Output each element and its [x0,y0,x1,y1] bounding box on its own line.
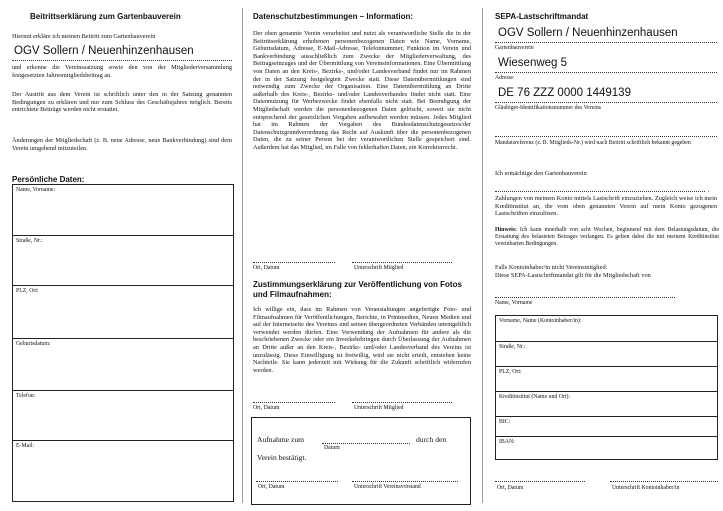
street-field-label: Straße, Nr.: [16,238,43,244]
sepa-column [492,0,719,511]
sepa-street-label: Adresse [495,75,514,81]
photo-consent-body: Ich willige ein, dass im Rahmen von Veranstaltungen angefertigte Foto- und Filmaufnahmen für Veröffentlichungen, Berichte, in Printmedien, Neuen Medien und auf der Internetseite des Vereines und seinen übergeordneten Verbänden unentgeltlich verwendet werden dürfen. Eine Verwendung der Aufnahmen für andere als die beschriebenen Zwecke oder ein Inverkehrbringen durch Überlassung der Aufnahmen an Dritte außer an den Kreis-, Bezirks- und/oder Landesverband des Vereins ist unzulässig. Diese Einwilligung ist freiwillig, wird sie nicht erteilt, entstehen keine Nachteile. Sie kann jederzeit mit Wirkung für die Zukunft schriftlich widerrufen werden. [253,306,471,374]
confirmation-date-label: Datum [324,445,340,451]
bank-name-label: Kreditinstitut (Name und Ort): [499,394,570,400]
membership-intro: Hiermit erkläre ich meinen Beitritt zum Gartenbauverein [12,33,156,40]
photo-sig-line-right [352,402,452,403]
confirmation-line2: Verein bestätigt. [257,453,307,462]
confirmation-sig-line-left [256,481,338,482]
membership-column [4,0,234,511]
phone-field[interactable] [13,390,233,440]
privacy-title: Datenschutzbestimmungen – Information: [253,12,414,21]
confirmation-prefix: Aufnahme zum [257,435,305,444]
membership-para-2: Der Austritt aus dem Verein ist schriftlich unter den in der Satzung genannten Bedingungen zu erklären und nur zum Schluss des Geschäftsjahres möglich. Bereits entrichtete Beiträge werden nicht erstattet. [12,91,232,114]
authorize-comma: , [708,186,710,193]
hint-text [495,227,719,248]
mandate-ref-label: Mandatsreferenz (z. B. Mitglieds-Nr.) wird nach Beitritt schriftlich bekannt gegeben [495,140,691,146]
personal-data-heading: Persönliche Daten: [12,175,85,184]
privacy-column [250,0,472,511]
column-divider-2 [482,8,483,503]
holder-text-1: Falls Kontoinhaber/in nicht Vereinsmitglied: [495,264,608,271]
iban-label: IBAN: [499,439,515,445]
hint-body: Ich kann innerhalb von acht Wochen, beginnend mit dem Belastungsdatum, die Erstattung des belasteten Betrages verlangen. Es gelten dabei die mit meinem Kreditinstitut vereinbarten Bedingungen. [495,227,720,247]
sepa-title: SEPA-Lastschriftmandat [495,12,589,21]
photo-sig-place-date: Ort, Datum [253,405,280,411]
membership-title: Beitrittserklärung zum Gartenbauverein [30,12,181,21]
sepa-street-value: Wiesenweg 5 [498,57,568,69]
creditor-id-value: DE 76 ZZZ 0000 1449139 [498,87,631,99]
email-field[interactable] [13,440,233,501]
authorize-text: Ich ermächtige den Gartenbauverein [495,170,587,177]
sepa-club-name-label: Gartenbauverein [495,45,534,51]
sepa-street-line [495,72,717,73]
zip-city-field-label: PLZ, Ort: [16,288,39,294]
authorize-line[interactable] [495,191,705,192]
email-field-label: E-Mail: [16,443,35,449]
creditor-id-label: Gläubiger-Identifikationsnummer des Vereins [495,105,602,111]
photo-consent-title: Zustimmungserklärung zur Veröffentlichung von Fotos und Filmaufnahmen: [253,280,462,299]
payments-text: Zahlungen von meinem Konto mittels Lastschrift einzuziehen. Zugleich weise ich mein Kreditinstitut an, die vom oben genannten Verein auf mein Konto gezogenen Lastschriften einzulösen. [495,195,717,218]
holder-zip-city-label: PLZ, Ort: [499,369,522,375]
club-name-value: OGV Sollern / Neuenhinzenhausen [14,45,194,57]
creditor-id-line [495,102,717,103]
zip-city-field[interactable] [13,285,233,338]
column-divider-1 [242,8,243,503]
member-name-label: Name, Vorname [495,300,533,306]
holder-zip-city-field[interactable] [496,366,717,391]
confirmation-date-line[interactable] [322,443,410,444]
sepa-club-name-line [495,42,717,43]
confirmation-suffix: durch den [416,435,447,444]
hint-label: Hinweis: [495,227,517,233]
sepa-sig-line-right [610,481,718,482]
personal-data-form [12,184,234,502]
privacy-sig-member: Unterschrift Mitglied [354,265,404,271]
phone-field-label: Telefon: [16,393,36,399]
holder-street-label: Straße, Nr.: [499,344,526,350]
holder-name-label: Vorname, Name (Kontoinhaber/in): [499,318,582,324]
membership-para-3: Änderungen der Mitgliedschaft (z. B. neue Adresse, neue Bankverbindung) sind dem Verein umgehend mitzuteilen. [12,137,232,152]
birthdate-field-label: Geburtsdatum: [16,341,51,347]
name-field-label: Name, Vorname: [16,187,56,193]
member-name-line[interactable] [495,297,675,298]
confirmation-sig-place-date: Ort, Datum [258,484,285,490]
photo-sig-line-left [253,402,335,403]
bic-label: BIC: [499,419,511,425]
privacy-body: Der oben genannte Verein verarbeitet und nutzt als verantwortliche Stelle die in der Beitrittserklärung erhobenen personenbezogenen Daten wie Name, Vorname, Geburtsdatum, Adresse, E-Mail-Adresse, Telefonnummer, Funktion im Verein und Bankverbindung ausschließlich zum Zwecke der Mitgliederverwaltung, des Beitragseinzuges und der Übermittlung von Vereinsinformationen. Eine Übermittlung von Daten an den Kreis-, Bezirks-, und/oder Landesverband findet nur im Rahmen der in der Satzung festgelegten Zwecke statt. Diese Datenübermittlungen sind notwendig zum Zwecke der Organisation. Eine Datenübermittlung an Dritte außerhalb des Kreis-, Bezirks- und/oder Landesverbandes findet nicht statt. Eine Datennutzung für Werbezwecke findet ebenfalls nicht statt. Bei Beendigung der Mitgliedschaft werden die personenbezogenen Daten gelöscht, soweit sie nicht entsprechend der gesetzlichen Vorgaben aufbewahrt werden müssen. Jedes Mitglied hat im Rahmen der Vorgaben des Bundesdatenschutzgesetzes/der Datenschutzgrundverordnung das Recht auf Auskunft über die personenbezogenen Daten, die zu seiner Person bei der verantwortlichen Stelle gespeichert sind. Außerdem hat das Mitglied, im Falle von fehlerhaften Daten, ein Korrekturrecht. [253,30,471,151]
privacy-sig-line-left [253,262,335,263]
privacy-sig-line-right [352,262,452,263]
holder-street-field[interactable] [496,341,717,366]
name-field[interactable] [13,185,233,235]
holder-name-field[interactable] [496,316,717,341]
privacy-sig-place-date: Ort, Datum [253,265,280,271]
club-confirmation-box [251,417,471,505]
street-field[interactable] [13,235,233,285]
confirmation-sig-board: Unterschrift Vereinsvorstand [354,484,421,490]
mandate-ref-line[interactable] [495,136,717,137]
account-holder-form [495,315,718,460]
membership-para-1: und erkenne die Vereinssatzung sowie den von der Mitgliederversammlung festgesetzten Jahresmitgliedsbeitrag an. [12,64,232,79]
sepa-sig-holder: Unterschrift Kontoinhaber/in [612,485,680,491]
sepa-club-name-value: OGV Sollern / Neuenhinzenhausen [498,27,678,39]
photo-sig-member: Unterschrift Mitglied [354,405,404,411]
bank-name-field[interactable] [496,391,717,416]
club-name-line [12,60,232,61]
bic-field[interactable] [496,416,717,436]
holder-text-2: Diese SEPA-Lastschriftmandat gilt für die Mitgliedschaft von [495,272,651,279]
sepa-sig-place-date: Ort, Datum [497,485,524,491]
confirmation-sig-line-right [352,481,458,482]
birthdate-field[interactable] [13,338,233,390]
sepa-sig-line-left [495,481,585,482]
iban-field[interactable] [496,436,717,459]
